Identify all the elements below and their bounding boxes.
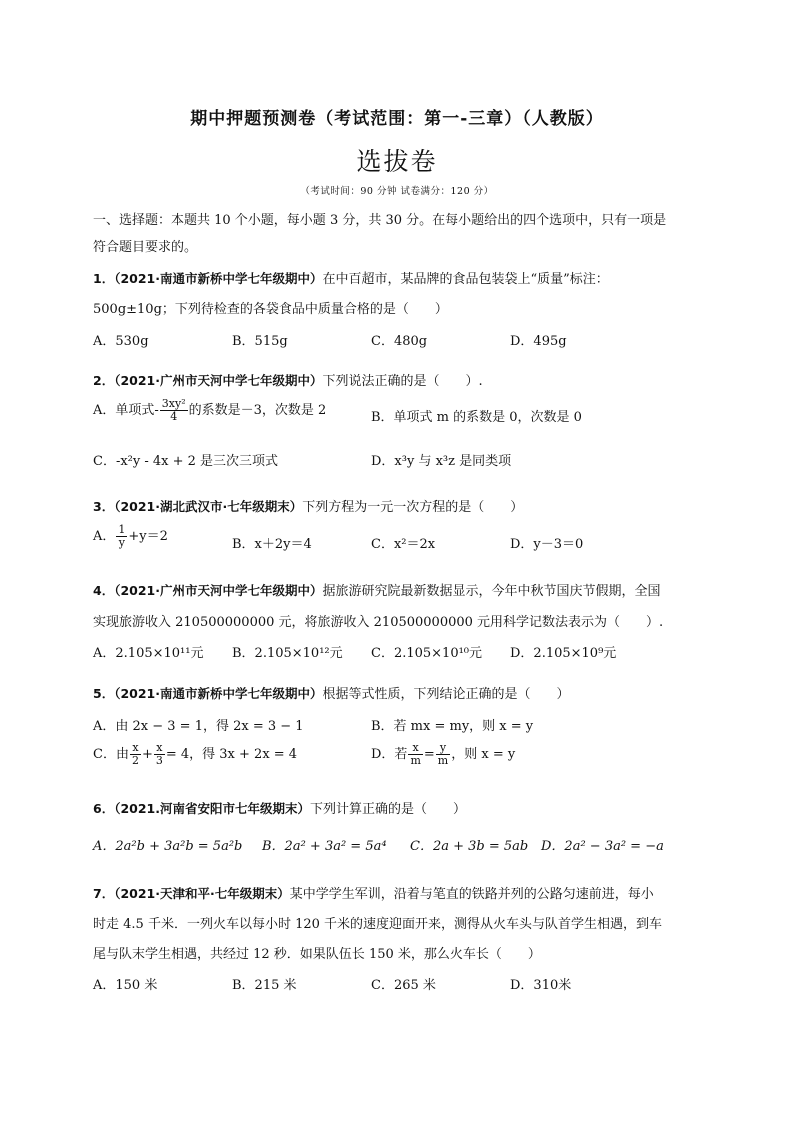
question-source: （2021·南通市新桥中学七年级期中）	[114, 686, 323, 701]
question-7	[93, 883, 654, 902]
question-6	[93, 798, 466, 817]
question-5-option-d	[371, 742, 515, 767]
question-source: （2021·天津和平·七年级期末）	[114, 886, 290, 901]
fraction-denominator: 3	[155, 754, 163, 767]
fraction-numerator: x	[130, 742, 141, 755]
option-text: A．	[93, 529, 116, 544]
question-4-text-line2: 实现旅游收入 210500000000 元，将旅游收入 210500000000 元用科学记数法表示为（ ）.	[93, 615, 664, 630]
question-5-option-b: B．若 mx = my，则 x = y	[371, 719, 534, 734]
fraction-numerator: 1	[118, 523, 126, 536]
question-number: 6．	[93, 801, 115, 816]
question-number: 7．	[93, 886, 115, 901]
page-title: 期中押题预测卷（考试范围：第一-三章）（人教版）	[190, 109, 604, 129]
question-2-option-b: B．单项式 m 的系数是 0，次数是 0	[371, 410, 582, 425]
question-text: 据旅游研究院最新数据显示，今年中秋节国庆节假期，全国	[322, 584, 661, 599]
question-7-option-c: C．265 米	[371, 978, 436, 993]
fraction-denominator: y	[118, 536, 125, 549]
question-6-option-d: D．2a² − 3a² = −a	[541, 839, 664, 854]
fraction	[160, 398, 188, 423]
fraction-denominator: m	[437, 754, 449, 767]
question-text: 在中百超市，某品牌的食品包装袋上“质量”标注：	[322, 272, 609, 287]
page-subtitle: 选拔卷	[356, 147, 438, 176]
option-text: D．若	[371, 747, 408, 762]
fraction-numerator: x	[154, 742, 165, 755]
question-7-option-b: B．215 米	[232, 978, 297, 993]
section-heading-line2: 符合题目要求的。	[93, 240, 198, 255]
fraction	[130, 742, 141, 767]
question-5	[93, 683, 570, 702]
fraction	[436, 742, 450, 767]
question-3	[93, 496, 523, 515]
option-text: +y＝2	[128, 529, 168, 544]
option-text: 的系数是－3，次数是 2	[188, 403, 327, 418]
question-7-option-d: D．310米	[510, 978, 572, 993]
question-2	[93, 370, 483, 389]
question-6-option-a: A．2a²b + 3a²b = 5a²b	[93, 839, 243, 854]
question-2-option-d: D．x³y 与 x³z 是同类项	[371, 454, 512, 469]
question-4-option-d: D．2.105×10⁹元	[510, 646, 617, 661]
option-text: = 4，得 3x + 2x = 4	[165, 747, 298, 762]
question-1	[93, 268, 609, 287]
question-3-option-a	[93, 524, 168, 549]
question-3-option-b: B．x＋2y＝4	[232, 537, 312, 552]
question-text: 根据等式性质，下列结论正确的是（ ）	[322, 687, 570, 702]
question-1-option-d: D．495g	[510, 334, 567, 349]
option-text: C．由	[93, 747, 129, 762]
fraction	[116, 524, 127, 549]
question-source: （2021.河南省安阳市七年级期末）	[114, 801, 310, 816]
option-text: ，则 x = y	[451, 747, 516, 762]
question-4-option-a: A．2.105×10¹¹元	[93, 646, 204, 661]
fraction-numerator: 3xy²	[161, 397, 186, 410]
question-source: （2021·南通市新桥中学七年级期中）	[114, 271, 323, 286]
question-source: （2021·广州市天河中学七年级期中）	[114, 583, 323, 598]
question-5-option-c	[93, 742, 297, 767]
question-number: 5．	[93, 686, 115, 701]
question-source: （2021·广州市天河中学七年级期中）	[114, 373, 323, 388]
option-text: +	[141, 747, 153, 762]
question-text: 某中学学生军训，沿着与笔直的铁路并列的公路匀速前进，每小	[289, 887, 654, 902]
question-number: 2．	[93, 373, 115, 388]
question-4-option-c: C．2.105×10¹⁰元	[371, 646, 483, 661]
fraction-denominator: m	[410, 754, 421, 767]
fraction	[408, 742, 422, 767]
question-2-option-a	[93, 398, 326, 423]
question-text: 下列方程为一元一次方程的是（ ）	[302, 500, 524, 515]
fraction-numerator: y	[436, 742, 450, 755]
question-number: 4．	[93, 583, 115, 598]
question-4	[93, 580, 661, 599]
option-text: A．单项式-	[93, 403, 159, 418]
question-6-option-b: B．2a² + 3a² = 5a⁴	[262, 839, 387, 854]
question-1-option-b: B．515g	[232, 334, 288, 349]
question-number: 1．	[93, 271, 115, 286]
question-7-text-line3: 尾与队末学生相遇，共经过 12 秒．如果队伍长 150 米，那么火车长（ ）	[93, 947, 541, 962]
question-3-option-c: C．x²＝2x	[371, 537, 436, 552]
question-6-option-c: C．2a + 3b = 5ab	[410, 839, 529, 854]
question-text: 下列说法正确的是（ ）.	[322, 374, 483, 389]
question-1-text-line2: 500g±10g；下列待检查的各袋食品中质量合格的是（ ）	[93, 302, 448, 317]
question-2-option-c: C．-x²y - 4x + 2 是三次三项式	[93, 454, 279, 469]
option-text: =	[423, 747, 435, 762]
question-3-option-d: D．y－3＝0	[510, 537, 584, 552]
question-1-option-c: C．480g	[371, 334, 428, 349]
question-5-option-a: A．由 2x − 3 = 1，得 2x = 3 − 1	[93, 719, 304, 734]
question-4-option-b: B．2.105×10¹²元	[232, 646, 343, 661]
question-7-text-line2: 时走 4.5 千米．一列火车以每小时 120 千米的速度迎面开来，测得从火车头与队首学生相遇，到车	[93, 917, 663, 932]
fraction-denominator: 4	[170, 410, 178, 423]
section-heading-line1: 一、选择题：本题共 10 个小题，每小题 3 分，共 30 分。在每小题给出的四个选项中，只有一项是	[93, 213, 667, 228]
exam-info: （考试时间：90 分钟 试卷满分：120 分）	[300, 186, 494, 197]
fraction-denominator: 2	[131, 754, 139, 767]
fraction-numerator: x	[408, 742, 422, 755]
question-text: 下列计算正确的是（ ）	[310, 802, 467, 817]
fraction	[154, 742, 165, 767]
question-source: （2021·湖北武汉市·七年级期末）	[114, 499, 303, 514]
question-7-option-a: A．150 米	[93, 978, 158, 993]
question-1-option-a: A．530g	[93, 334, 149, 349]
question-number: 3．	[93, 499, 115, 514]
